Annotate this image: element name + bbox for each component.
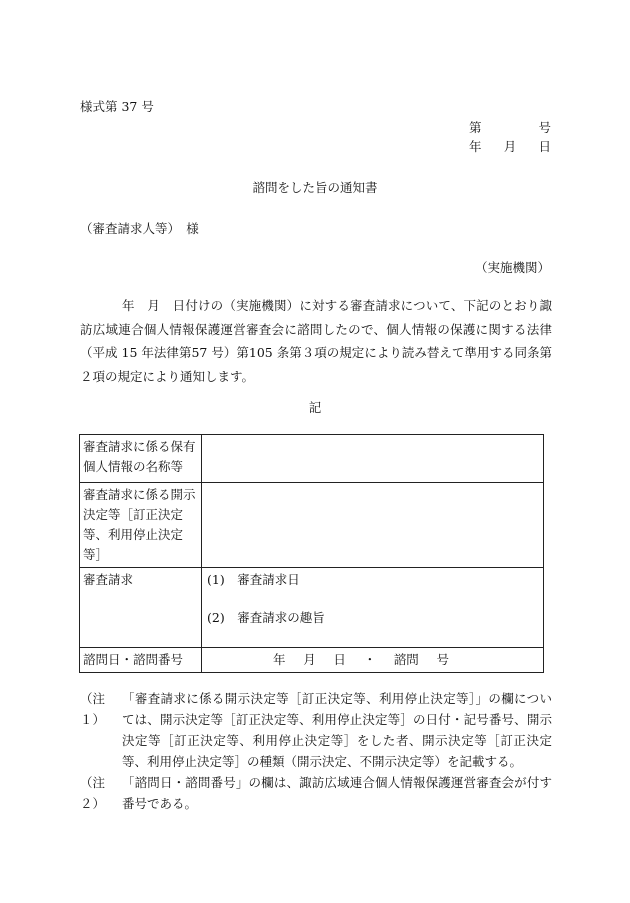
request-date-item: (1) 審査請求日 [207,572,300,587]
note-1-label: （注１） [80,691,106,727]
note-2-label: （注２） [80,775,106,811]
row-value-disclosure-decision [202,483,544,568]
note-2-text: 「諮問日・諮問番号」の欄は、諏訪広域連合個人情報保護運営審査会が付す番号である。 [122,775,552,811]
table-row [80,648,544,673]
consultation-dot: ・ [363,652,377,667]
row-label-consultation: 諮問日・諮問番号 [80,648,202,673]
note-2 [80,772,552,814]
row-label-disclosure-decision: 審査請求に係る開示決定等［訂正決定等、利用停止決定等］ [80,483,202,568]
issue-date-year: 年 [469,139,482,154]
notes [80,688,552,814]
issue-date-day: 日 [538,139,551,154]
table-row [80,435,544,483]
row-label-personal-info: 審査請求に係る保有個人情報の名称等 [80,435,202,483]
row-value-request [202,568,544,648]
document-title: 諮問をした旨の通知書 [252,180,378,195]
note-1-text: 「審査請求に係る開示決定等［訂正決定等、利用停止決定等］」の欄については、開示決定等［訂正決定等、利用停止決定等］の日付・記号番号、開示決定等［訂正決定等、利用停止決定等］をした者、開示決定等［訂正決定等、利用停止決定等］の種類（開示決定、不開示決定等）を記載する。 [122,691,552,769]
request-purpose-item: (2) 審査請求の趣旨 [207,610,325,625]
table-row [80,483,544,568]
row-value-personal-info [202,435,544,483]
table-row [80,568,544,648]
issuer: （実施機関） [474,260,550,275]
consultation-go: 号 [436,652,449,667]
note-1 [80,688,552,772]
issue-date [469,137,551,155]
consultation-shimon: 諮問 [393,652,419,667]
row-label-request: 審査請求 [80,568,202,648]
ki-heading: 記 [308,400,322,415]
body-text: 年 月 日付けの（実施機関）に対する審査請求について、下記のとおり諏訪広域連合個人情報保護運営審査会に諮問したので、個人情報の保護に関する法律（平成 15 年法律第57 号）第105 条第３項の規定により読み替えて準用する同条第２項の規定により通知します。 [80,298,552,384]
reference-number [469,118,551,136]
issue-date-month: 月 [503,139,517,154]
consultation-month: 月 [303,652,316,667]
reference-dai: 第 [469,120,482,135]
consultation-year: 年 [273,652,286,667]
addressee: （審査請求人等） 様 [80,221,199,236]
form-number: 様式第 37 号 [80,99,154,114]
consultation-day: 日 [333,652,346,667]
reference-go: 号 [538,120,551,135]
row-value-consultation [202,648,544,673]
record-table [79,434,544,673]
